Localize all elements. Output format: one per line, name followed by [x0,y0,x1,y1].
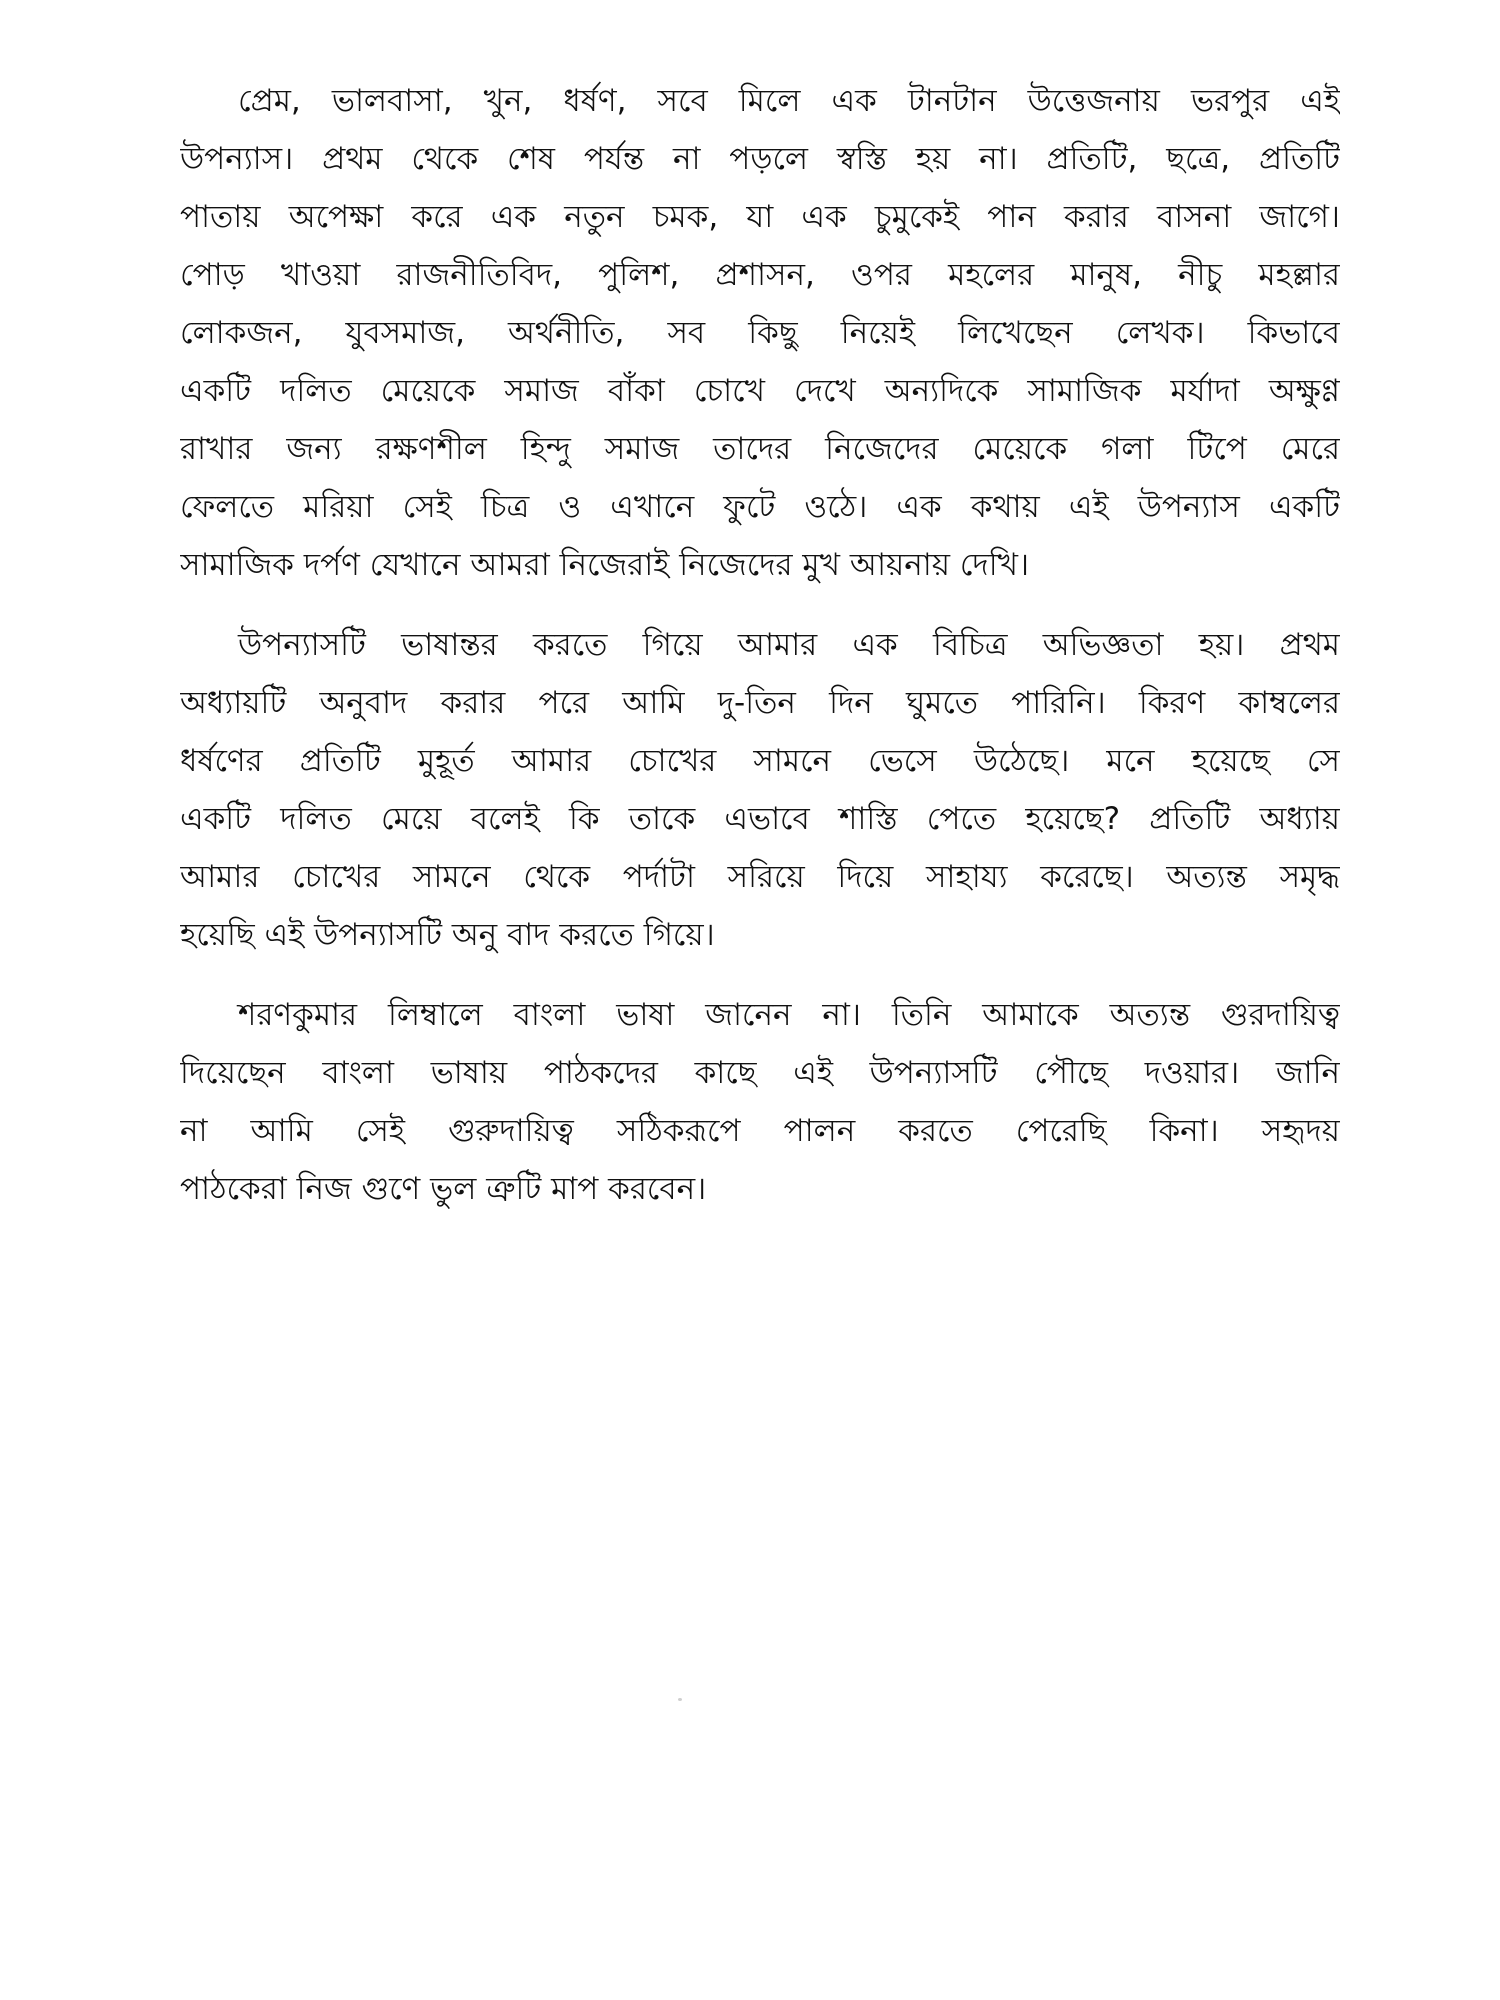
text-line: হয়েছি এই উপন্যাসটি অনু বাদ করতে গিয়ে। [180,917,715,953]
text-line: শরণকুমার লিম্বালে বাংলা ভাষা জানেন না। তিনি আমাকে অত্যন্ত গুরদায়িত্ব [238,997,1340,1033]
text-line: প্রেম, ভালবাসা, খুন, ধর্ষণ, সবে মিলে এক টানটান উত্তেজনায় ভরপুর এই [238,83,1340,119]
text-line: উপন্যাসটি ভাষান্তর করতে গিয়ে আমার এক বিচিত্র অভিজ্ঞতা হয়। প্রথম [238,627,1340,663]
text-line: পাতায় অপেক্ষা করে এক নতুন চমক, যা এক চুমুকেই পান করার বাসনা জাগে। [180,199,1340,235]
paragraph-3 [180,986,1340,1218]
paragraph-2 [180,616,1340,964]
text-line: উপন্যাস। প্রথম থেকে শেষ পর্যন্ত না পড়লে স্বস্তি হয় না। প্রতিটি, ছত্রে, প্রতিটি [180,141,1340,177]
text-line: না আমি সেই গুরুদায়িত্ব সঠিকরূপে পালন করতে পেরেছি কিনা। সহৃদয় [180,1113,1340,1149]
paragraph-1 [180,72,1340,594]
text-line: পোড় খাওয়া রাজনীতিবিদ, পুলিশ, প্রশাসন, ওপর মহলের মানুষ, নীচু মহল্লার [180,257,1340,293]
text-line: পাঠকেরা নিজ গুণে ভুল ত্রুটি মাপ করবেন। [180,1171,707,1207]
text-line: অধ্যায়টি অনুবাদ করার পরে আমি দু-তিন দিন ঘুমতে পারিনি। কিরণ কাম্বলের [180,685,1340,721]
text-line: একটি দলিত মেয়েকে সমাজ বাঁকা চোখে দেখে অন্যদিকে সামাজিক মর্যাদা অক্ষুণ্ণ [180,373,1340,409]
text-line: সামাজিক দর্পণ যেখানে আমরা নিজেরাই নিজেদের মুখ আয়নায় দেখি। [180,547,1030,583]
text-line: একটি দলিত মেয়ে বলেই কি তাকে এভাবে শাস্তি পেতে হয়েছে? প্রতিটি অধ্যায় [180,801,1340,837]
text-line: ফেলতে মরিয়া সেই চিত্র ও এখানে ফুটে ওঠে। এক কথায় এই উপন্যাস একটি [180,489,1340,525]
text-line: ধর্ষণের প্রতিটি মুহূর্ত আমার চোখের সামনে ভেসে উঠেছে। মনে হয়েছে সে [180,743,1340,779]
scan-speck [678,1698,682,1701]
text-line: আমার চোখের সামনে থেকে পর্দাটা সরিয়ে দিয়ে সাহায্য করেছে। অত্যন্ত সমৃদ্ধ [180,859,1340,895]
text-line: লোকজন, যুবসমাজ, অর্থনীতি, সব কিছু নিয়েই লিখেছেন লেখক। কিভাবে [180,315,1340,351]
text-line: দিয়েছেন বাংলা ভাষায় পাঠকদের কাছে এই উপন্যাসটি পৌছে দওয়ার। জানি [180,1055,1340,1091]
body-text [180,72,1340,1240]
text-line: রাখার জন্য রক্ষণশীল হিন্দু সমাজ তাদের নিজেদের মেয়েকে গলা টিপে মেরে [180,431,1340,467]
